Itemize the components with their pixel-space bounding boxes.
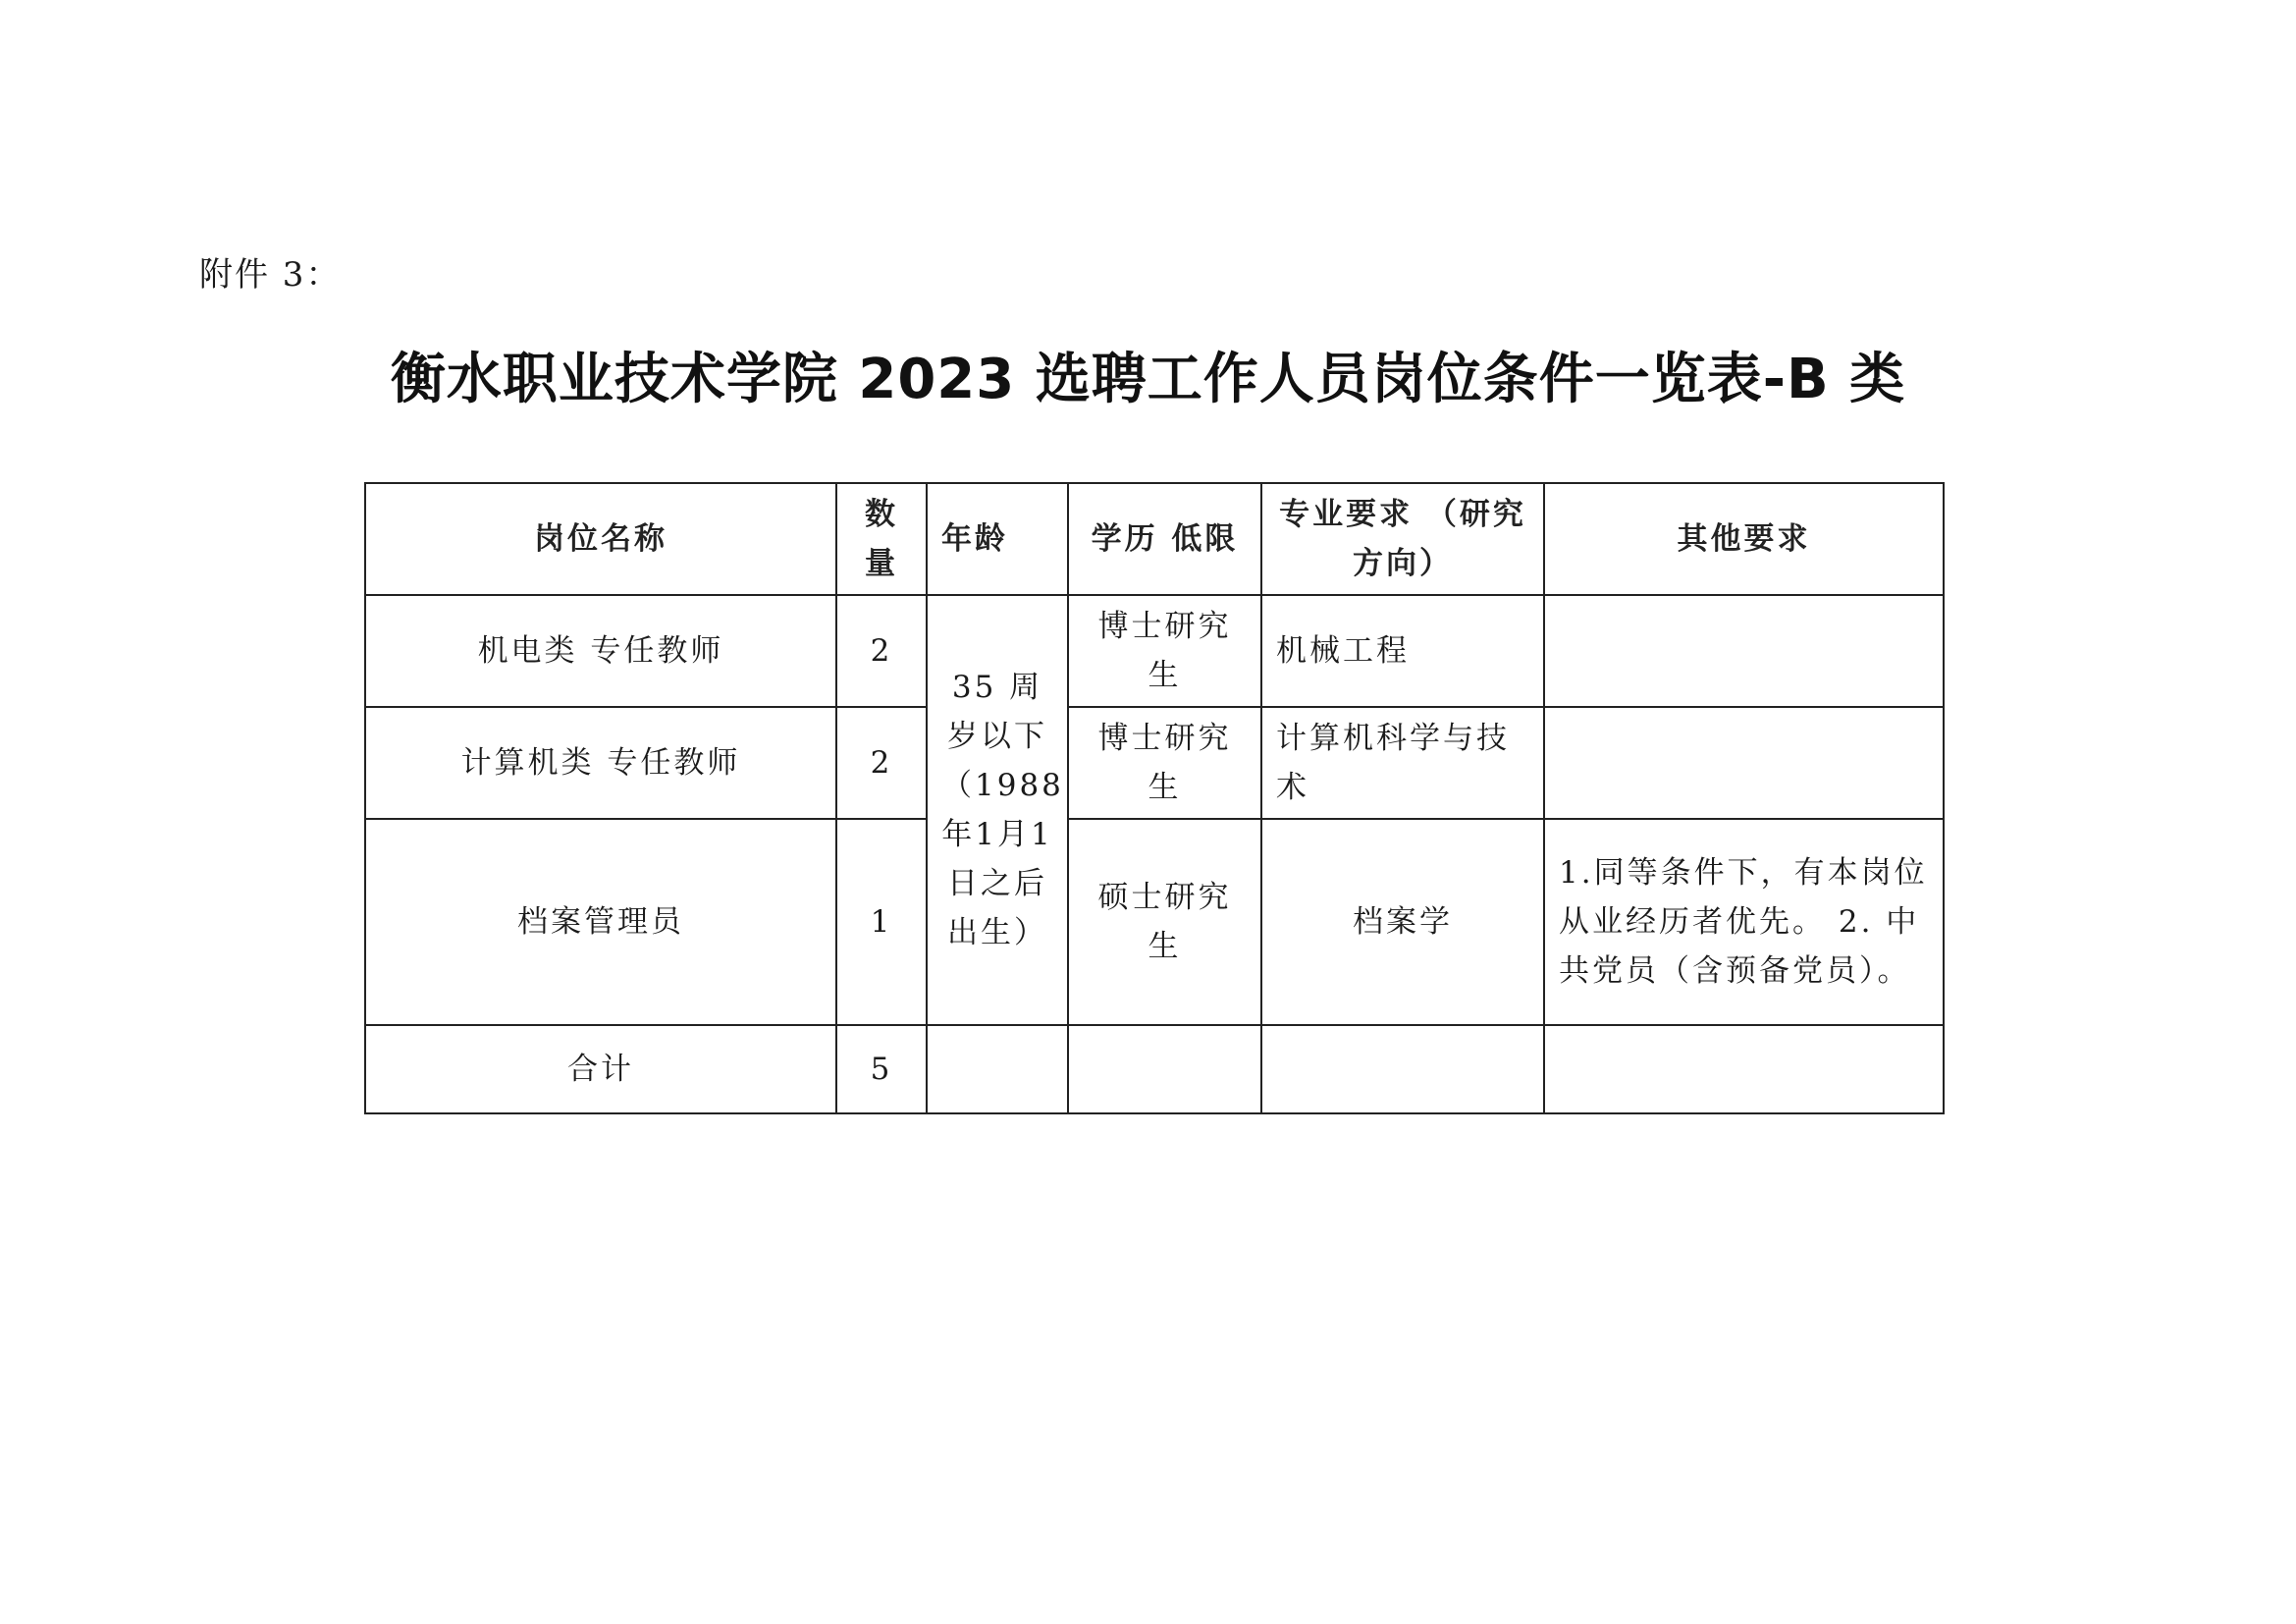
cell-empty	[927, 1025, 1068, 1113]
cell-major: 机械工程	[1261, 595, 1544, 707]
header-major: 专业要求 （研究方向）	[1261, 483, 1544, 595]
job-conditions-table	[364, 482, 1945, 1114]
cell-total-label: 合计	[365, 1025, 836, 1113]
header-education: 学历 低限	[1068, 483, 1261, 595]
header-age: 年龄	[927, 483, 1068, 595]
cell-count: 2	[836, 595, 927, 707]
table-total-row	[365, 1025, 1944, 1113]
table-row	[365, 819, 1944, 1025]
cell-major: 计算机科学与技术	[1261, 707, 1544, 819]
cell-education: 博士研究生	[1068, 595, 1261, 707]
cell-empty	[1068, 1025, 1261, 1113]
table-row	[365, 707, 1944, 819]
cell-education: 硕士研究生	[1068, 819, 1261, 1025]
table-header-row	[365, 483, 1944, 595]
cell-count: 2	[836, 707, 927, 819]
cell-major: 档案学	[1261, 819, 1544, 1025]
cell-position: 机电类 专任教师	[365, 595, 836, 707]
cell-other	[1544, 595, 1944, 707]
header-count: 数量	[836, 483, 927, 595]
table-row	[365, 595, 1944, 707]
header-other: 其他要求	[1544, 483, 1944, 595]
cell-other	[1544, 707, 1944, 819]
cell-position: 计算机类 专任教师	[365, 707, 836, 819]
cell-position: 档案管理员	[365, 819, 836, 1025]
attachment-label: 附件 3：	[199, 255, 342, 295]
cell-count: 1	[836, 819, 927, 1025]
page-title: 衡水职业技术学院 2023 选聘工作人员岗位条件一览表-B 类	[390, 348, 1906, 411]
cell-total-count: 5	[836, 1025, 927, 1113]
cell-other: 1.同等条件下，有本岗位从业经历者优先。 2. 中共党员（含预备党员）。	[1544, 819, 1944, 1025]
cell-empty	[1261, 1025, 1544, 1113]
cell-empty	[1544, 1025, 1944, 1113]
header-position: 岗位名称	[365, 483, 836, 595]
cell-age-requirement: 35 周岁以下（1988年1月1日之后出生）	[927, 595, 1068, 1025]
cell-education: 博士研究生	[1068, 707, 1261, 819]
